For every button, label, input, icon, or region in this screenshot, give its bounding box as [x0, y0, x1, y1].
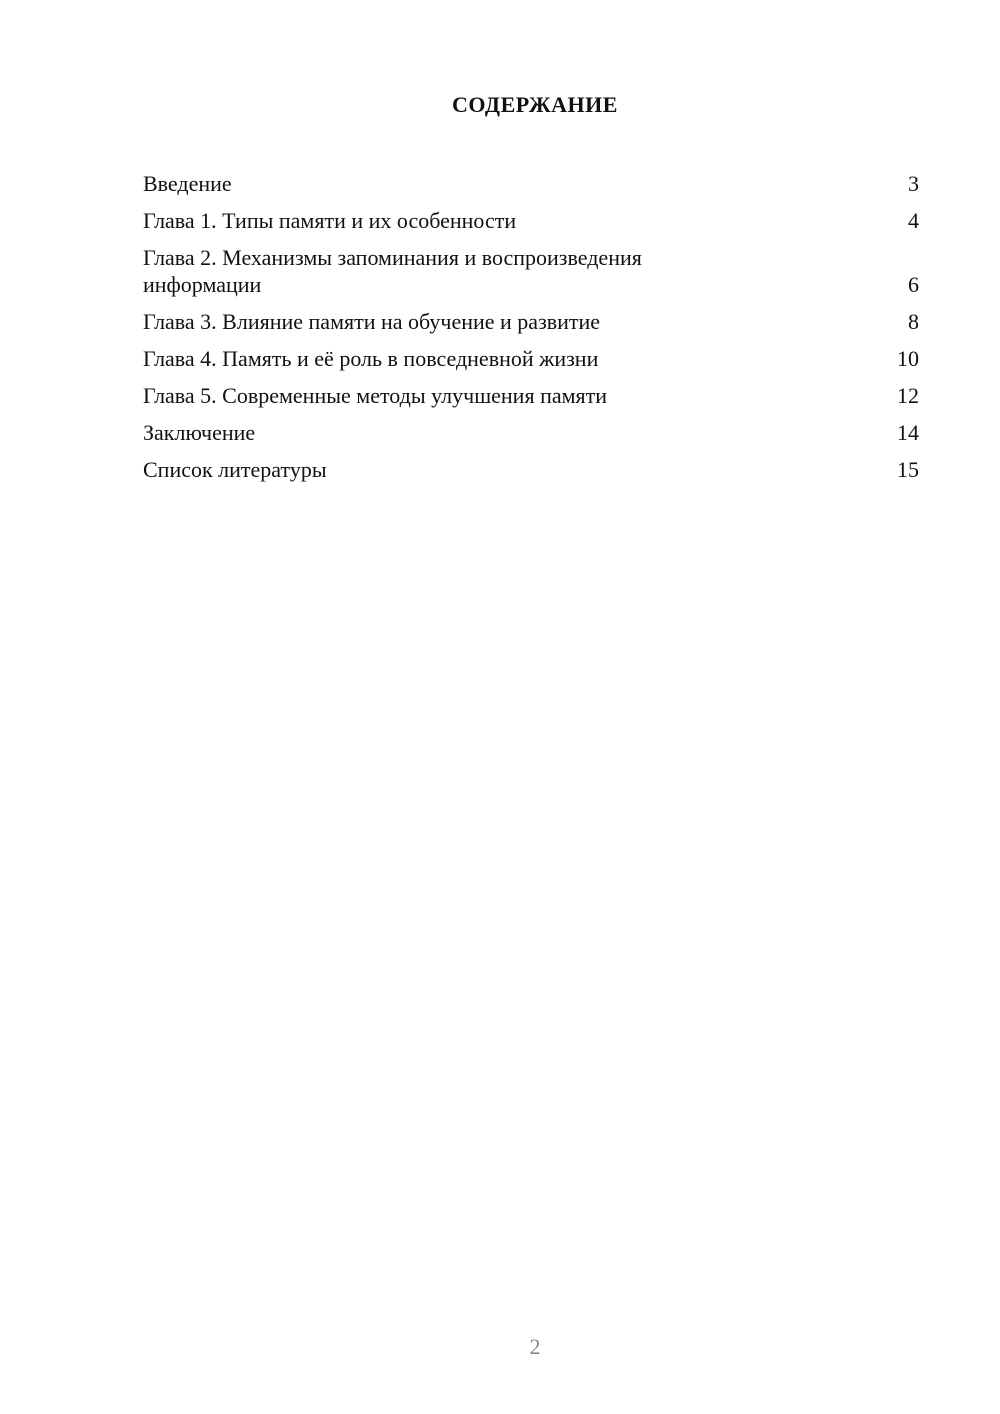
toc-entry: [143, 382, 919, 409]
toc-entry-title: Введение: [143, 171, 232, 196]
toc-entry: [143, 244, 919, 298]
toc-entry: [143, 308, 919, 335]
toc-entry-title: Заключение: [143, 420, 256, 445]
toc-entry-title: Глава 4. Память и её роль в повседневной жизни: [143, 346, 599, 371]
page-number: 2: [529, 1334, 541, 1359]
toc-entry-title: Глава 3. Влияние памяти на обучение и развитие: [143, 309, 601, 334]
toc-entry-title: Глава 2. Механизмы запоминания и воспроизведения информации: [143, 245, 642, 297]
toc-entry-page: 3: [908, 171, 919, 196]
toc-entry-page: 10: [897, 346, 919, 371]
toc-entry: [143, 207, 919, 234]
toc-entry: [143, 419, 919, 446]
toc-entry-title: Список литературы: [143, 457, 327, 482]
toc-entry-page: 6: [908, 272, 919, 297]
toc-entry-title: Глава 1. Типы памяти и их особенности: [143, 208, 517, 233]
table-of-contents: [143, 170, 919, 493]
toc-entry-page: 15: [897, 457, 919, 482]
toc-entry-page: 12: [897, 383, 919, 408]
toc-entry: [143, 345, 919, 372]
toc-entry-title: Глава 5. Современные методы улучшения памяти: [143, 383, 608, 408]
toc-entry-page: 8: [908, 309, 919, 334]
toc-entry: [143, 170, 919, 197]
toc-entry: [143, 456, 919, 483]
toc-entry-page: 4: [908, 208, 919, 233]
page-title: СОДЕРЖАНИЕ: [452, 92, 618, 117]
toc-entry-page: 14: [897, 420, 919, 445]
